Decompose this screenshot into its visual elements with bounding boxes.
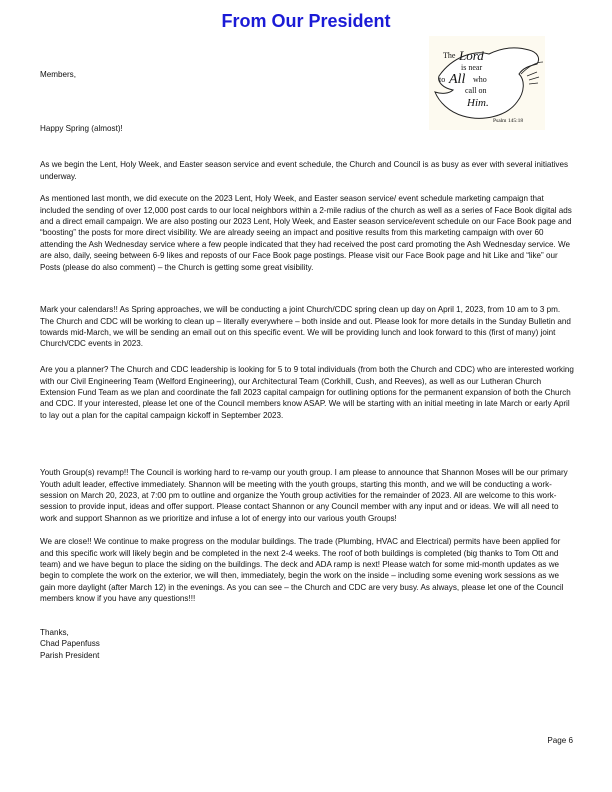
paragraph-cleanup-day: Mark your calendars!! As Spring approaches, we will be conducting a joint Church/CDC spring clean up day on April 1, 2023, from 10 am to 3 pm. The Church and CDC will be working to clean up – literally everywhere – both inside and out. Please look for more details in the Sunday Bulletin and towards mid-March, we will be sending an email out on this specific event. We will be providing lunch and look forward to this (first of many) joint Church/CDC events in 2023. bbox=[40, 305, 571, 349]
logo-word-is-near: is near bbox=[461, 63, 483, 72]
logo-word-to: to bbox=[439, 75, 446, 84]
logo-word-lord: Lord bbox=[459, 48, 484, 63]
salutation: Members, bbox=[40, 70, 76, 79]
paragraph-marketing: As mentioned last month, we did execute on the 2023 Lent, Holy Week, and Easter season service/ event schedule marketing campaign that included the sending of over 12,000 post cards to our local neighbors within a 2-mile radius of the church as well as a series of Face Book digital ads and a direct email campaign. We are also posting our 2023 Lent, Holy Week, and Easter season service/event schedule on our Face Book page and “boosting” the posts for more direct visibility. We are already seeing an impact and positive results from this marketing campaign with over 60 attending the Ash Wednesday service where a few people indicated that they had received the post card promoting the Ash Wednesday service. We are also, daily, seeing between 6-9 likes and reposts of our Face Book page postings. Please visit our Face Book page and hit Like and “like” our Posts (please do also comment) – the Church is getting some great visibility. bbox=[40, 194, 572, 272]
page-title: From Our President bbox=[221, 11, 391, 31]
dove-icon bbox=[429, 36, 545, 130]
page-number: Page 6 bbox=[547, 736, 573, 745]
paragraph-modular-buildings: We are close!! We continue to make progress on the modular buildings. The trade (Plumbing, HVAC and Electrical) permits have been applied for and this specific work will likely begin and be completed in the next 2-4 weeks. The roof of both buildings is completed (big thanks to Tom Ott and team) and we have begun to place the siding on the buildings. The deck and ADA ramp is next! Please watch for some mid-month updates as we begin to complete the work on the exterior, we will then, immediately, begin the work on the inside – including some evening work sessions as we gain more daylight (after March 12) in the evenings. As you can see – the Church and CDC are very busy. As always, please let one of the Council members know if you have any questions!!! bbox=[40, 537, 564, 604]
scripture-logo bbox=[429, 36, 545, 130]
closing-text: Thanks, bbox=[40, 628, 69, 637]
logo-word-him: Him. bbox=[467, 97, 489, 109]
logo-word-the: The bbox=[443, 51, 456, 60]
signature-name: Chad Papenfuss bbox=[40, 639, 100, 649]
logo-word-who: who bbox=[473, 75, 487, 84]
logo-word-all: All bbox=[449, 72, 466, 87]
paragraph-initiatives: As we begin the Lent, Holy Week, and Easter season service and event schedule, the Church and Council is as busy as ever with several initiatives underway. bbox=[40, 160, 569, 181]
logo-citation: Psalm 145:18 bbox=[493, 118, 524, 124]
paragraph-planner: Are you a planner? The Church and CDC leadership is looking for 5 to 9 total individuals (from both the Church and CDC) who are interested working with our Civil Engineering Team (Welford Engineering), our Architectural Team (Corkhill, Cush, and Reeves), as well as our Lutheran Church Extension Fund Team as we plan and coordinate the fall 2023 capital campaign for outlining options for the permanent expansion of both the Church and CDC. If your interested, please let one of the Council members know ASAP. We will be starting with an initial meeting in late March or early April to lay out a plan for the capital campaign kickoff in September 2023. bbox=[40, 365, 574, 420]
signature-title: Parish President bbox=[40, 650, 100, 660]
greeting: Happy Spring (almost)! bbox=[40, 124, 123, 133]
logo-word-call-on: call on bbox=[465, 86, 487, 95]
closing-block bbox=[40, 627, 100, 661]
paragraph-youth-group: Youth Group(s) revamp!! The Council is working hard to re-vamp our youth group. I am please to announce that Shannon Moses will be our primary Youth adult leader, effective immediately. Shannon will be meeting with the youth groups, starting this month, and we will be conducting a work-session on March 20, 2023, at 7:00 pm to outline and organize the Youth group activities for the remainder of 2023. All are welcome to this work-session to provide input, ideas and offer support. Please contact Shannon or any Council member with any input and or ideas. We will all need to work and support Shannon as we prioritize and infuse a lot of energy into our various youth Groups! bbox=[40, 468, 568, 523]
